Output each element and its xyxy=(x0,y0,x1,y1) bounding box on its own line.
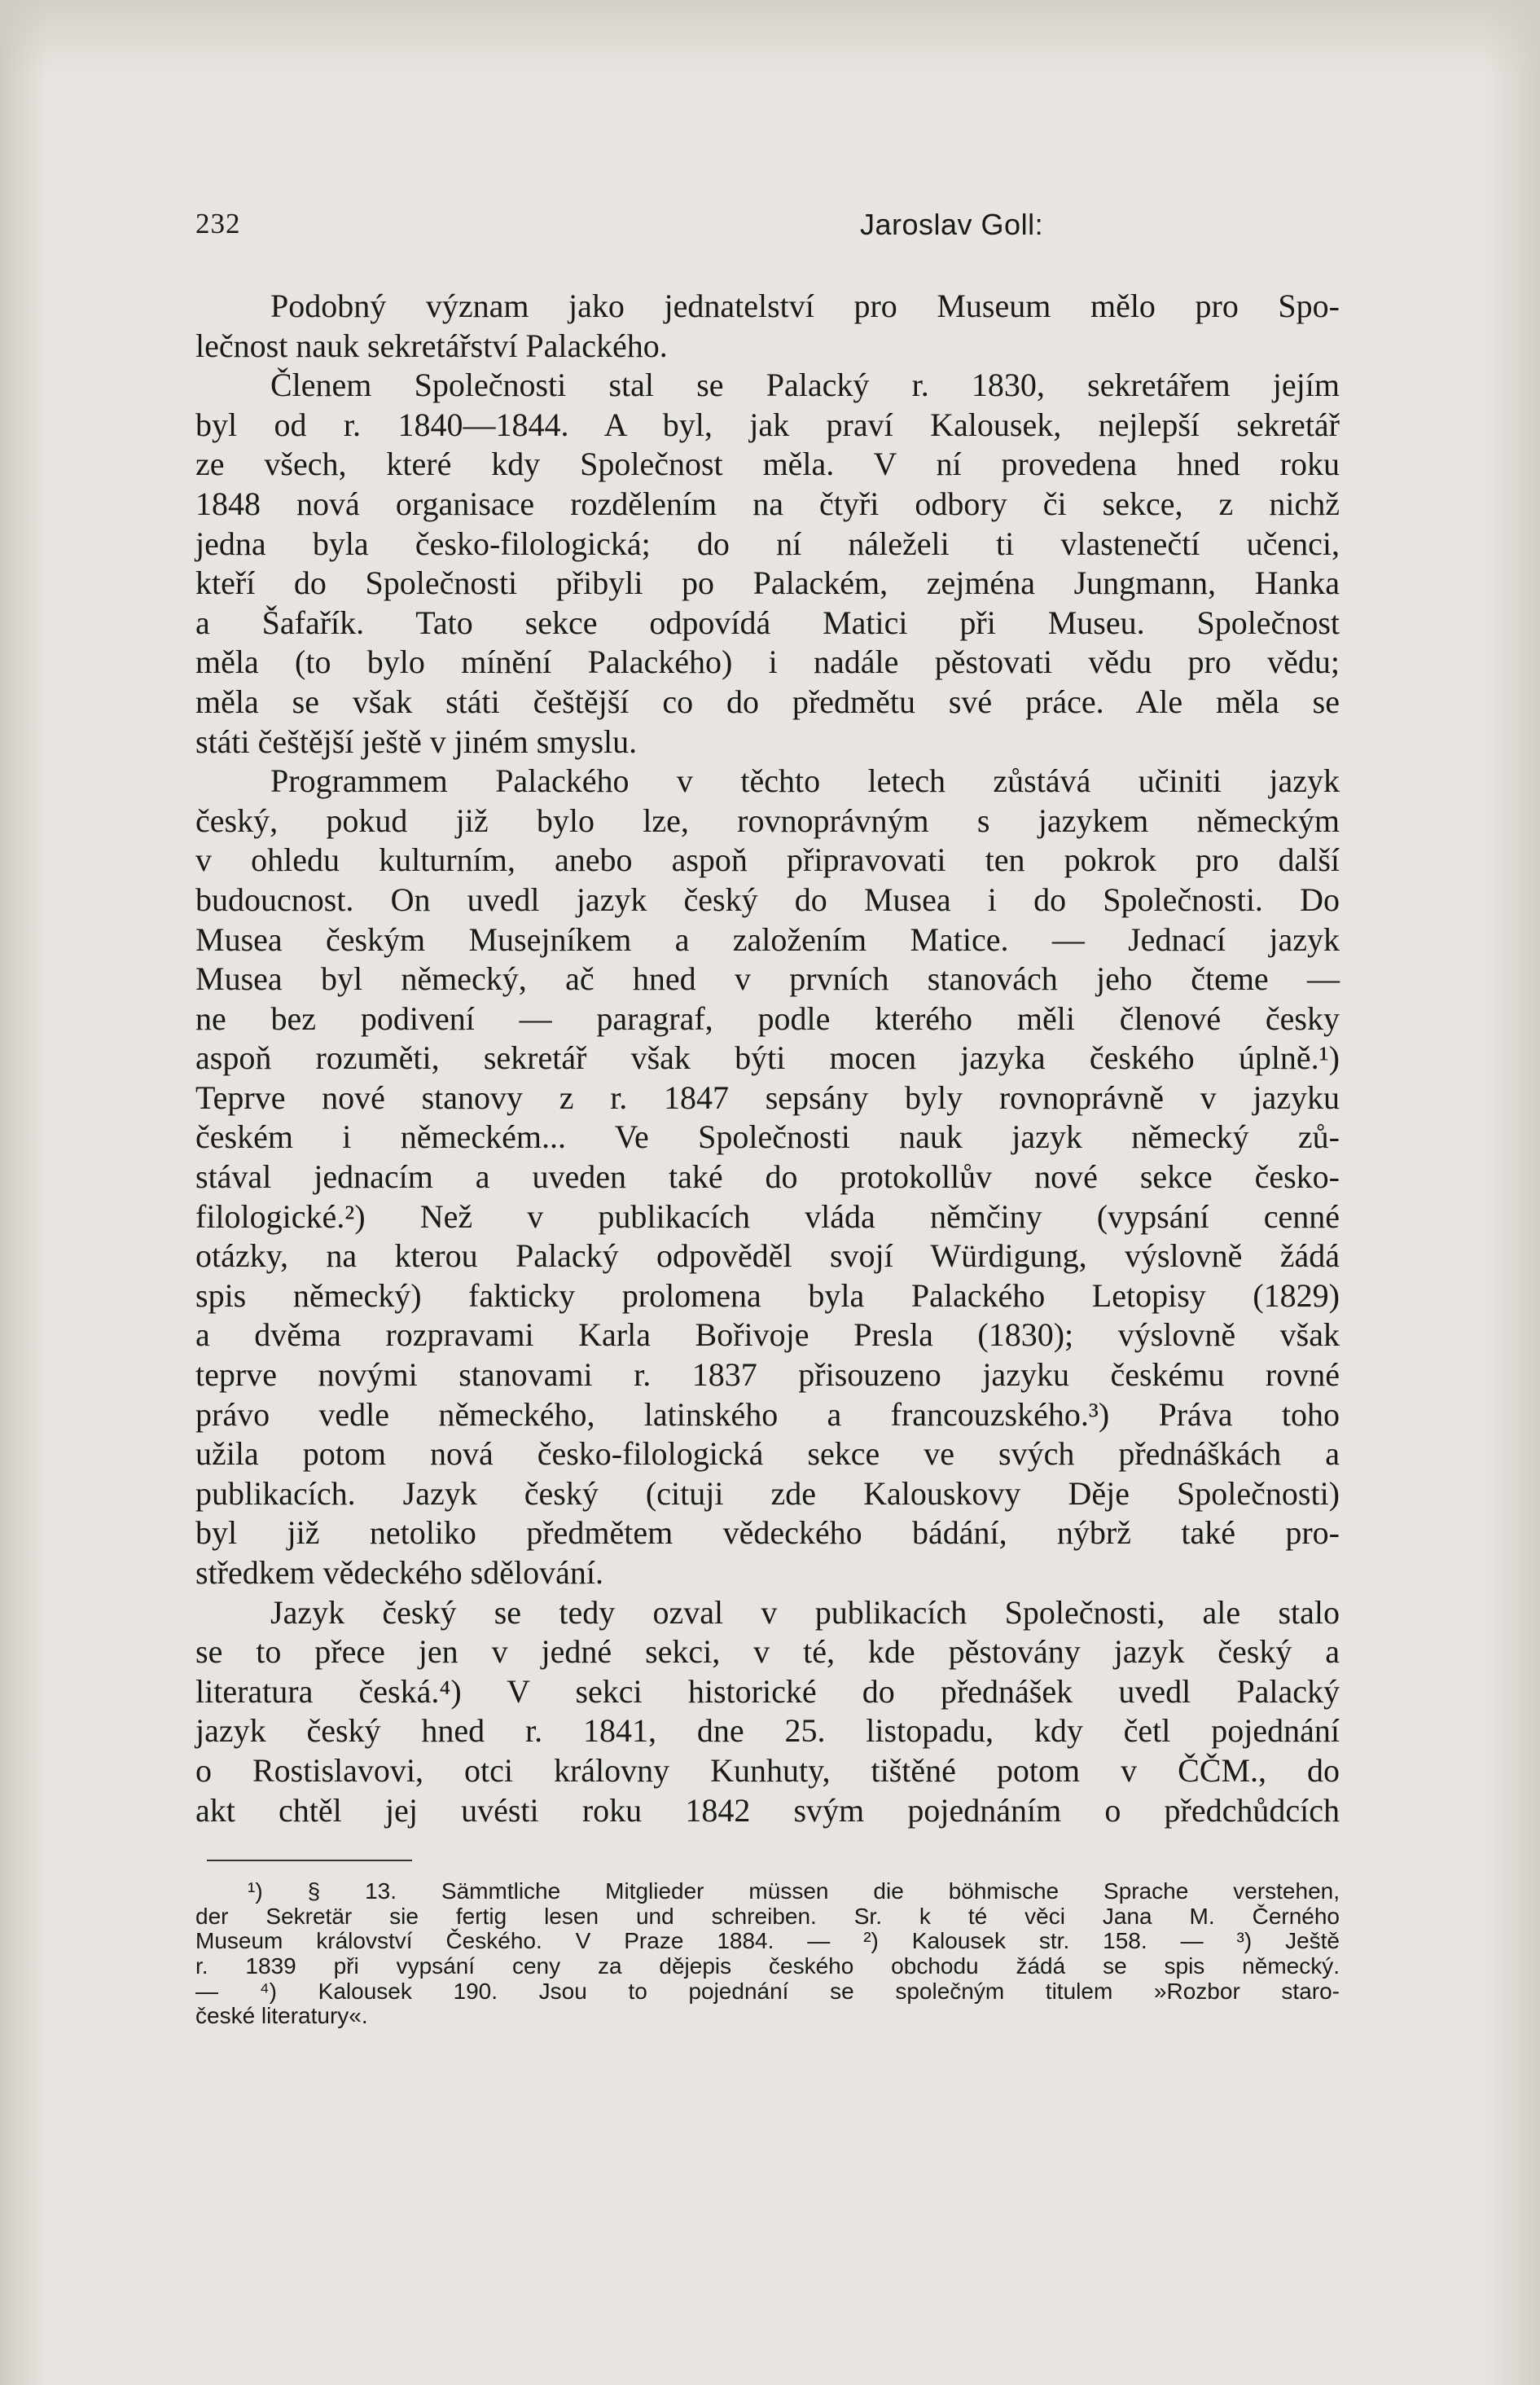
body-line: jazyk český hned r. 1841, dne 25. listopadu, kdy četl pojednání xyxy=(195,1712,1340,1750)
body-text xyxy=(195,287,1340,1830)
body-line: měla se však státi češtější co do předmětu své práce. Ale měla se xyxy=(195,683,1340,720)
body-line: Musea českým Musejníkem a založením Matice. — Jednací jazyk xyxy=(195,920,1340,958)
body-line: aspoň rozuměti, sekretář však býti mocen jazyka českého úplně.¹) xyxy=(195,1039,1340,1077)
body-line: byl od r. 1840—1844. A byl, jak praví Kalousek, nejlepší sekretář xyxy=(195,406,1340,443)
footnote-divider xyxy=(207,1860,412,1861)
page-header xyxy=(195,208,1344,257)
footnote-line: — ⁴) Kalousek 190. Jsou to pojednání se společným titulem »Rozbor staro- xyxy=(195,1978,1340,2004)
body-line: lečnost nauk sekretářství Palackého. xyxy=(195,327,668,364)
body-line: užila potom nová česko-filologická sekce ve svých přednáškách a xyxy=(195,1435,1340,1473)
body-line: státi češtější ještě v jiném smyslu. xyxy=(195,723,638,760)
body-line: stával jednacím a uveden také do protokollův nové sekce česko- xyxy=(195,1158,1340,1196)
body-line: českém i německém... Ve Společnosti nauk jazyk německý zů- xyxy=(195,1118,1340,1156)
body-line: teprve novými stanovami r. 1837 přisouzeno jazyku českému rovné xyxy=(195,1356,1340,1394)
body-line: ne bez podivení — paragraf, podle kterého měli členové česky xyxy=(195,999,1340,1037)
body-line: ze všech, které kdy Společnost měla. V ní provedena hned roku xyxy=(195,446,1340,483)
body-line: a dvěma rozpravami Karla Bořivoje Presla (1830); výslovně však xyxy=(195,1316,1340,1354)
body-line: Musea byl německý, ač hned v prvních stanovách jeho čteme — xyxy=(195,960,1340,998)
footnote-line: r. 1839 při vypsání ceny za dějepis českého obchodu žádá se spis německý. xyxy=(195,1953,1340,1979)
running-head: Jaroslav Goll: xyxy=(860,208,1044,241)
footnotes xyxy=(195,1879,1340,2029)
body-line: měla (to bylo mínění Palackého) i nadále pěstovati vědu pro vědu; xyxy=(195,643,1340,681)
body-line: byl již netoliko předmětem vědeckého bádání, nýbrž také pro- xyxy=(195,1514,1340,1552)
body-line: spis německý) fakticky prolomena byla Palackého Letopisy (1829) xyxy=(195,1276,1340,1314)
body-line: Teprve nové stanovy z r. 1847 sepsány byly rovnoprávně v jazyku xyxy=(195,1078,1340,1116)
body-line: středkem vědeckého sdělování. xyxy=(195,1554,603,1591)
body-line: kteří do Společnosti přibyli po Palackém, zejména Jungmann, Hanka xyxy=(195,564,1340,602)
page-edge-shadow-left xyxy=(0,0,49,2385)
page-edge-shadow-right xyxy=(1483,0,1540,2385)
body-line: otázky, na kterou Palacký odpověděl svojí Würdigung, výslovně žádá xyxy=(195,1237,1340,1275)
body-line: Jazyk český se tedy ozval v publikacích Společnosti, ale stalo xyxy=(270,1593,1340,1631)
page-number: 232 xyxy=(195,208,241,239)
body-line: filologické.²) Než v publikacích vláda němčiny (vypsání cenné xyxy=(195,1197,1340,1235)
body-line: Členem Společnosti stal se Palacký r. 1830, sekretářem jejím xyxy=(270,367,1340,404)
body-line: v ohledu kulturním, anebo aspoň připravovati ten pokrok pro další xyxy=(195,841,1340,879)
body-line: Podobný význam jako jednatelství pro Museum mělo pro Spo- xyxy=(270,288,1340,324)
footnote-line: der Sekretär sie fertig lesen und schreiben. Sr. k té věci Jana M. Černého xyxy=(195,1903,1340,1929)
body-line: akt chtěl jej uvésti roku 1842 svým pojednáním o předchůdcích xyxy=(195,1791,1340,1829)
body-line: český, pokud již bylo lze, rovnoprávným s jazykem německým xyxy=(195,802,1340,839)
footnote-line: ¹) § 13. Sämmtliche Mitglieder müssen die böhmische Sprache verstehen, xyxy=(248,1878,1340,1904)
body-line: budoucnost. On uvedl jazyk český do Musea i do Společnosti. Do xyxy=(195,881,1340,918)
footnote-line: české literatury«. xyxy=(195,2003,368,2029)
body-line: o Rostislavovi, otci královny Kunhuty, tištěné potom v ČČM., do xyxy=(195,1751,1340,1789)
body-line: se to přece jen v jedné sekci, v té, kde pěstovány jazyk český a xyxy=(195,1633,1340,1671)
footnote-line: Museum království Českého. V Praze 1884. — ²) Kalousek str. 158. — ³) Ještě xyxy=(195,1928,1340,1954)
page-edge-shadow-top xyxy=(0,0,1540,73)
body-line: a Šafařík. Tato sekce odpovídá Matici při Museu. Společnost xyxy=(195,604,1340,641)
body-line: jedna byla česko-filologická; do ní náleželi ti vlastenečtí učenci, xyxy=(195,525,1340,562)
body-line: 1848 nová organisace rozdělením na čtyři odbory či sekce, z nichž xyxy=(195,485,1340,522)
body-line: Programmem Palackého v těchto letech zůstává učiniti jazyk xyxy=(270,762,1340,800)
body-line: právo vedle německého, latinského a francouzského.³) Práva toho xyxy=(195,1395,1340,1433)
body-line: publikacích. Jazyk český (cituji zde Kalouskovy Děje Společnosti) xyxy=(195,1474,1340,1512)
body-line: literatura česká.⁴) V sekci historické do přednášek uvedl Palacký xyxy=(195,1672,1340,1710)
